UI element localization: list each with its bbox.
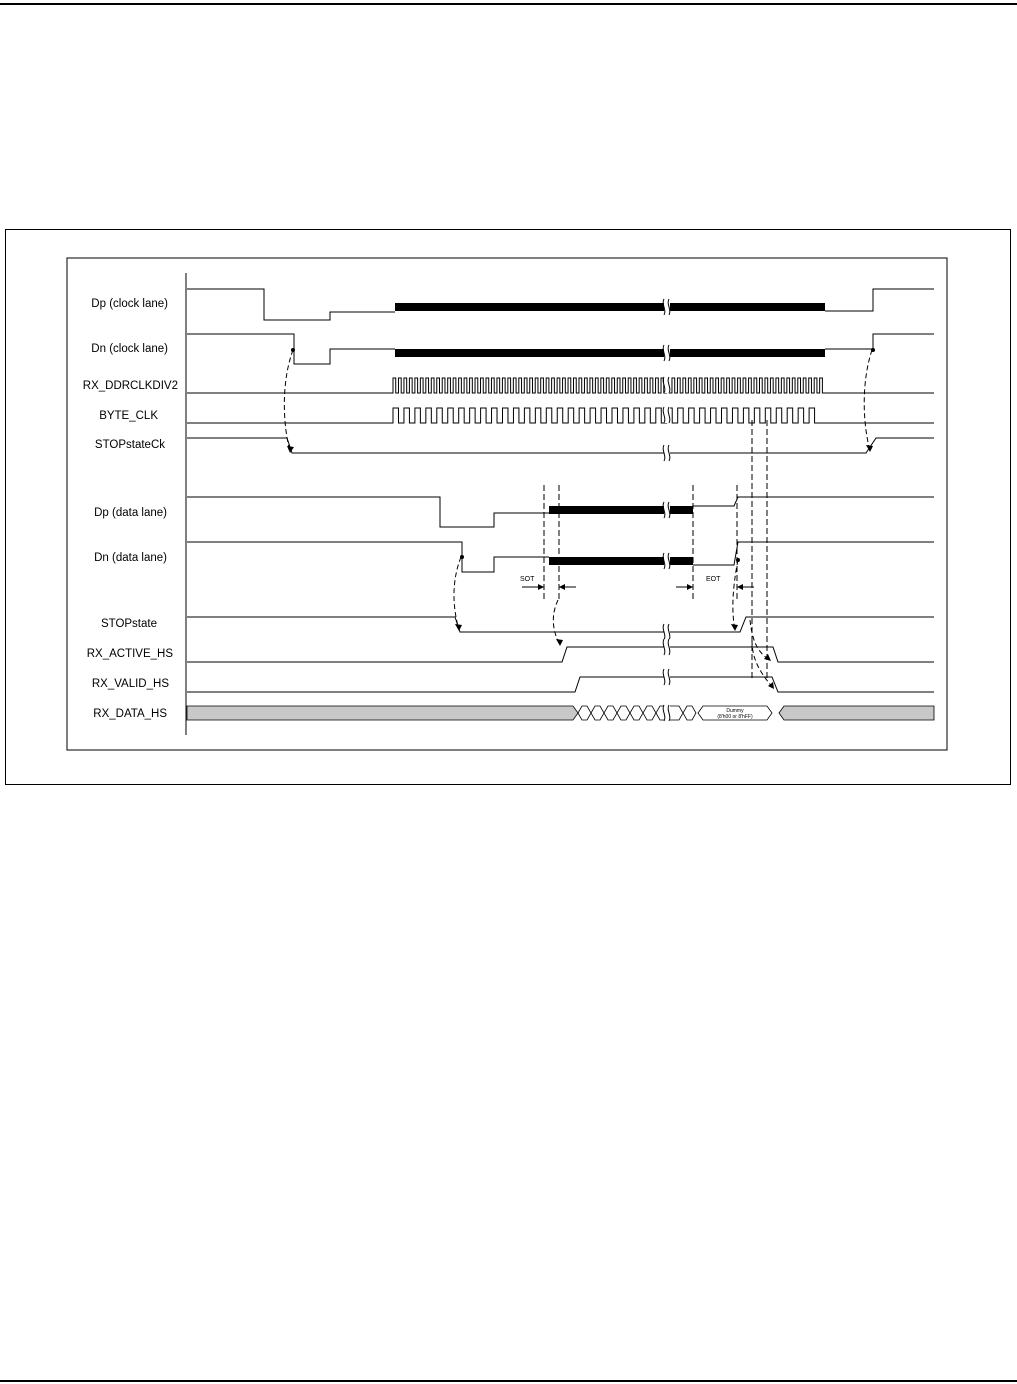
bottom-rule (0, 1380, 1017, 1382)
signal-label-rx-active-hs: RX_ACTIVE_HS (86, 648, 173, 660)
waveform-rx-active-hs (187, 647, 934, 662)
signal-label-rx-valid-hs: RX_VALID_HS (91, 678, 169, 690)
waveform-stopstateck (187, 438, 934, 453)
signal-label-stopstateck: STOPstateCk (94, 439, 165, 451)
data-byte-cell (578, 706, 591, 720)
signal-label-dn-clock: Dn (clock lane) (91, 343, 168, 355)
signal-label-dn-data: Dn (data lane) (94, 552, 167, 564)
dummy-label: Dummy (726, 708, 744, 714)
data-byte-cell (617, 706, 630, 720)
data-byte-cell (591, 706, 604, 720)
waveform-rx-data-hs (187, 706, 934, 720)
waveform-dn-data (187, 542, 934, 572)
causality-arrows (284, 350, 872, 688)
signal-label-rx-data-hs: RX_DATA_HS (93, 708, 167, 720)
signal-label-dp-data: Dp (data lane) (94, 507, 167, 519)
waveform-byte-clk (187, 408, 934, 423)
diagram-inner-frame (67, 258, 947, 750)
waveform-dp-clock (187, 289, 934, 320)
reference-dashed-lines (544, 420, 767, 680)
waveform-rx-valid-hs (187, 677, 934, 692)
dummy-value-label: (8'h00 or 8'hFF) (717, 714, 753, 720)
svg-text:SOT: SOT (520, 576, 535, 583)
arrow-dots (287, 348, 875, 689)
svg-text:EOT: EOT (706, 576, 721, 583)
waveform-dn-clock (187, 334, 934, 364)
signal-label-byte-clk: BYTE_CLK (99, 410, 158, 422)
data-byte-cell (630, 706, 643, 720)
time-break-marks (663, 299, 670, 721)
waveform-dp-data (187, 497, 934, 527)
data-byte-cell (683, 706, 696, 720)
data-byte-cell (604, 706, 617, 720)
signal-label-rx-ddrclkdiv2: RX_DDRCLKDIV2 (82, 380, 178, 392)
data-byte-cell (643, 706, 656, 720)
eot-annotation (676, 576, 754, 590)
signal-label-stopstate: STOPstate (100, 618, 157, 630)
waveform-stopstate (187, 617, 934, 632)
sot-annotation (520, 576, 576, 590)
signal-label-dp-clock: Dp (clock lane) (91, 298, 168, 310)
waveform-rx-ddrclkdiv2 (187, 378, 934, 393)
